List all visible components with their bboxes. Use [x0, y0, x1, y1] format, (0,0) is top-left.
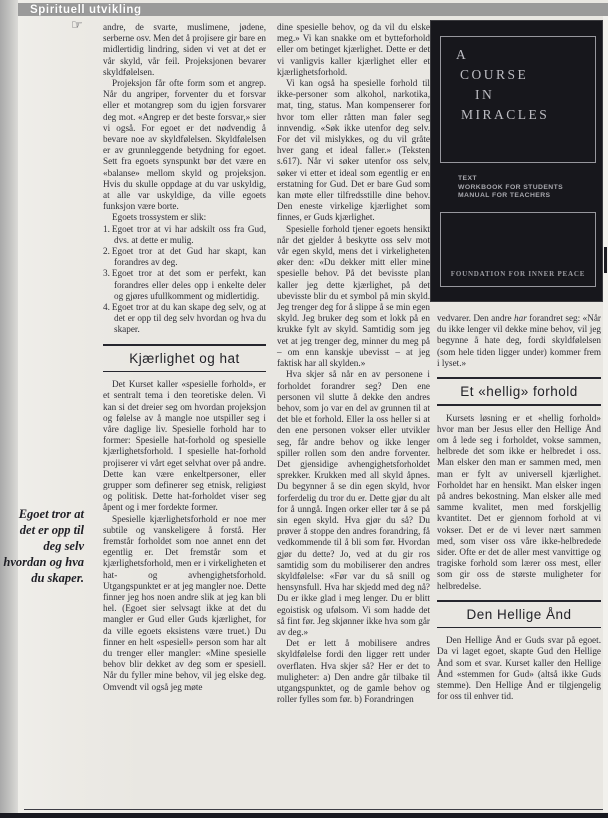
paragraph: Projeksjon får ofte form som et angrep. Når du angriper, forventer du et forsvar eller et motangrep som du igjen forsvarer deg mot. «Angrep er det beste forsvar,» sier vi også. For egoet er det nødvendig å bevare noe av skyldfølelsen. Skyldfølelsen er av grunnleggende betydning for egoet. Sett fra egoets synspunkt bør det være en «balanse» mellom skyld og projeksjon. Hvis du skulle oppdage at du var uskyldig, at alle var uskyldige, da ville egoets funksjon være borte. — [103, 78, 266, 212]
book-title-line: COURSE — [460, 67, 529, 82]
book-subtitle — [458, 175, 563, 201]
paragraph: Den Hellige Ånd er Guds svar på egoet. Da vi laget egoet, skapte Gud den Hellige Ånd som et svar. Kurset kaller den Hellige Ånd «stemmen for Gud» (altså ikke Guds stemme). Den Hellige Ånd er tilgjengelig for oss til enhver tid. — [437, 635, 601, 702]
footer-rule-thick — [0, 813, 608, 818]
list-item — [103, 224, 266, 246]
paragraph: Det er lett å mobilisere andres skyldfølelse fordi den ligger rett under overflaten. Hva skjer så? Her er det to muligheter: a) Den andre går tilbake til utgangspunktet, og de gamle behov og roller fylles som før. b) Forandringen — [277, 638, 430, 705]
scan-artifact-mark — [604, 247, 607, 273]
column-2 — [277, 22, 430, 705]
list-number: 3. — [103, 268, 110, 279]
footer-rule-thin — [24, 809, 608, 810]
list-number: 1. — [103, 223, 110, 234]
heading-text: Den Hellige Ånd — [466, 606, 572, 622]
book-publisher: FOUNDATION FOR INNER PEACE — [450, 269, 586, 278]
paragraph: Kursets løsning er et «hellig forhold» hvor man ber Jesus eller den Hellige Ånd om å lede seg i forholdet, vokse sammen, helbrede det som ikke er helbredet i oss. Man elsker den man er sammen med, men man er fylt av universell kjærlighet. Forholdet har en hensikt. Man elsker ingen på andres bekostning. Man elsker alle med samme kvalitet, men med forskjellig kvantitet. Det er gjennom forhold at vi vokser. Det er de vi lever nært sammen med, som viser oss våre ikke-helbredede sider. Ofte er det de aller mest vanvittige og tragiske forhold som lærer oss mest, eller som gir oss de største muligheter for helbredelse. — [437, 412, 601, 591]
list-text: Egoet tror at det Gud har skapt, kan forandres av deg. — [111, 246, 266, 268]
paragraph: Det Kurset kaller «spesielle forhold», er et sentralt tema i den teoretiske delen. Vi kan si det dreier seg om hvordan projeksjon og følelse av å mangle noe utspiller seg i våre daglige liv. Spesielle forhold har to former: Spesielle hat-forhold og spesielle kjærlighetsforhold. I spesielle hat-forhold projiserer vi vårt eget selvhat over på andre. Dette kan være enkeltpersoner, eller grupper som definerer seg etnisk, religiøst og politisk. Dette hat-forholdet viser seg åpent og i mer fordekte former. — [103, 379, 266, 513]
scan-gutter — [0, 0, 18, 818]
paragraph: Spesielle forhold tjener egoets hensikt når det gjelder å beskytte oss selv mot vår egen skyld, mens det i virkeligheten øker den: «Du dekker mitt eller mine spesielle behov. På det bevisste plan kaller jeg dette kjærlighet, på det ubevisste blir du et symbol på min skyld. Jeg trenger deg for å slippe å se min egen skyld. Jeg bruker deg som et lokk på en krukke fylt av skyld. Samtidig som jeg vet at jeg trenger deg, minner du meg på – om enn kanskje ubevisst – at jeg faktisk har all skylden.» — [277, 223, 430, 369]
section-heading-kjaerlighet-og-hat — [103, 344, 266, 373]
column-3 — [437, 20, 601, 702]
section-heading-et-hellig-forhold — [437, 377, 601, 406]
list-text: Egoet tror at det som er perfekt, kan forandres eller deles opp i enkelte deler og gjøres ufullkomment og midlertidig. — [111, 268, 266, 301]
paragraph: dine spesielle behov, og da vil du elske meg.» Vi kan snakke om et bytteforhold eller om betinget kjærlighet. Dette er det vi vanligvis kaller kjærlighet eller et kjærlighetsforhold. — [277, 22, 430, 77]
pointing-hand-icon: ☞ — [71, 18, 83, 33]
page-right-edge — [603, 16, 608, 812]
heading-rule — [437, 627, 601, 629]
paragraph: Vi kan også ha spesielle forhold til ikke-personer som alkohol, narkotika, mat, ting, status. Man kompenserer for hvor tom eller råtten man føler seg innvendig. «Søk ikke utenfor deg selv. For det vil mislykkes, og du vil gråte hver gang et ideal faller.» (Teksten s.617). Når vi søker utenfor oss selv, søker vi etter et ideal som egentlig er en erstatning for Gud. Det er bare Gud som kan møte eller tilfredsstille dine behov. Den eneste virkelige kjærlighet som finnes, er Guds kjærlighet. — [277, 78, 430, 223]
book-title-line: A — [456, 47, 469, 62]
paragraph-text: vedvarer. Den andre — [437, 313, 515, 323]
paragraph: andre, de svarte, muslimene, jødene, serberne osv. Men det å projisere gir bare en midlertidig lindring, siden vi vet at det er vår skyld, vår feil. Projeksjonen bevarer skyldfølelsen. — [103, 22, 266, 77]
heading-text: Et «hellig» forhold — [460, 384, 578, 400]
heading-text: Kjærlighet og hat — [129, 350, 240, 366]
section-header-bar — [18, 3, 608, 16]
column-1 — [103, 22, 266, 693]
heading-rule — [437, 600, 601, 602]
book-title-line: MIRACLES — [461, 107, 550, 122]
paragraph: Hva skjer så når en av personene i forholdet forandrer seg? Den ene personen vil slutte å dekke den andres behov, som jo var en del av grunnen til at det ble et forhold. Eller la oss heller si at den ene personen vokser eller utvikler seg, får andre behov og ikke lenger spiller rollen som den andre forventer. Det gjensidige avhengighetsforholdet sprekker. Krukken med all skyld åpnes. Du begynner å se din egen skyld, hvor forferdelig du tror du er. Dette gjør du alt for å unngå. Ingen orker eller tør å se på sin egen skyld. Hva gjør du så? Du prøver å stoppe den andres forandring, få vedkommende til å bli som før. Hvordan gjør du dette? Jo, ved at du gir ros samtidig som du mobiliserer den andres skyldfølelse: «Før var du så snill og hensynsfull. Hva har skjedd med deg nå? Du er ikke glad i meg lenger. Du er blitt egoistisk og ufølsom. Vi som hadde det så fint før. Jeg skjønner ikke hva som går av deg.» — [277, 369, 430, 637]
book-cover-a-course-in-miracles — [430, 20, 603, 302]
book-title-frame — [440, 36, 596, 163]
list-text: Egoet tror at vi har adskilt oss fra Gud, dvs. at dette er mulig. — [111, 223, 266, 245]
list-text: Egoet tror at du kan skape deg selv, og at det er opp til deg selv hvordan og hva du skaper. — [111, 302, 266, 335]
paragraph — [437, 313, 601, 369]
book-subtitle-line: TEXT — [458, 175, 477, 182]
list-item — [103, 302, 266, 336]
book-subtitle-line: MANUAL FOR TEACHERS — [458, 192, 551, 200]
heading-rule — [103, 344, 266, 346]
paragraph-text: forandret seg: «Når du ikke lenger vil dekke mine behov, vil jeg begynne å hate deg, fordi skyldfølelsen (som hele tiden ligger under) kommer frem i lyset.» — [437, 313, 601, 368]
heading-rule — [437, 377, 601, 379]
list-item — [103, 246, 266, 268]
section-heading-den-hellige-aand — [437, 600, 601, 629]
section-title: Spirituell utvikling — [30, 3, 142, 16]
heading-rule — [103, 371, 266, 373]
book-subtitle-line: WORKBOOK FOR STUDENTS — [458, 183, 564, 191]
list-number: 2. — [103, 246, 110, 257]
list-number: 4. — [103, 302, 110, 313]
book-title-line: IN — [475, 87, 495, 102]
pull-quote: Egoet tror at det er opp til deg selv hvordan og hva du skaper. — [3, 507, 84, 585]
list-intro: Egoets trossystem er slik: — [112, 212, 207, 223]
list-item — [103, 268, 266, 302]
book-lower-frame — [440, 212, 596, 287]
emphasis-word: har — [514, 313, 527, 323]
heading-rule — [437, 404, 601, 406]
paragraph: Spesielle kjærlighetsforhold er noe mer subtile og vanskeligere å forstå. Her fremstår forholdet som noe annet enn det egentlig er. Det fremstår som et kjærlighetsforhold, men er i virkeligheten et hat- og avhengighetsforhold. Utgangspunktet er at jeg mangler noe. Dette finner jeg hos noen andre slik at jeg kan bli hel. (Egoet sier selvsagt ikke at det du mangler er Gud eller Guds kjærlighet, for da ville egoets eksistens være truet.) Du finner en helt «spesiell» person som har alt du trenger eller mangler: «Mine spesielle behov blir dekket av deg som er spesiell. Når du fyller mine behov, vil jeg elske deg. Omvendt vil også jeg møte — [103, 513, 266, 692]
